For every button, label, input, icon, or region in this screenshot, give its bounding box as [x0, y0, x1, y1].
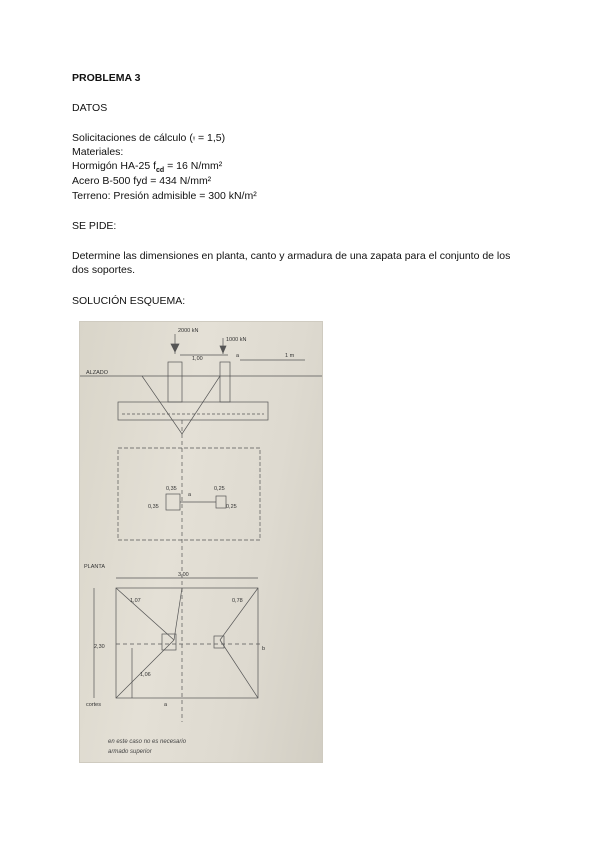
solicitaciones-text: Solicitaciones de cálculo ( [72, 132, 193, 144]
diag-2 [116, 640, 174, 698]
datos-materiales: Materiales: [72, 146, 124, 158]
solution-sketch-photo [80, 322, 322, 762]
label-a-mid: a [188, 492, 192, 498]
column-1-plan-upper [166, 494, 180, 510]
diag-1 [116, 588, 174, 640]
fcd-subscript: cd [156, 167, 165, 175]
dim-107-label: 1,07 [130, 598, 141, 604]
diag-4 [220, 588, 258, 640]
col1-left-dim: 0,35 [148, 504, 159, 510]
datos-terreno: Terreno: Presión admisible = 300 kN/m² [72, 190, 257, 202]
solution-sketch [80, 322, 322, 762]
strut-lines [142, 376, 220, 434]
diag-3 [174, 588, 182, 640]
load-arrowhead-1 [171, 344, 179, 352]
hormigon-value: = 16 N/mm² [164, 160, 223, 172]
cortes-label: cortes [86, 702, 101, 708]
col1-top-dim: 0,35 [166, 486, 177, 492]
load-arrowhead-2 [220, 346, 226, 353]
se-pide-heading: SE PIDE: [72, 220, 117, 232]
load-2-label: 1000 kN [226, 337, 247, 343]
column-2-plan-upper [216, 496, 226, 508]
datos-acero: Acero B-500 fyd = 434 N/mm² [72, 175, 212, 187]
solucion-heading: SOLUCIÓN ESQUEMA: [72, 295, 186, 307]
label-a-top: a [236, 353, 240, 359]
column-2-plan-lower [214, 636, 224, 648]
label-b: b [262, 646, 266, 652]
note-line-2: armado superior [108, 749, 152, 755]
col2-top-dim: 0,25 [214, 486, 225, 492]
label-a-bottom: a [164, 702, 168, 708]
dim-100-label: 1,00 [192, 356, 203, 362]
col2-right-dim: 0,25 [226, 504, 237, 510]
se-pide-text: Determine las dimensiones en planta, canto y armadura de una zapata para el conjunto de los dos soportes. [72, 250, 511, 276]
dim-230-label: 2,30 [94, 644, 105, 650]
solicitaciones-value: = 1,5) [195, 132, 226, 144]
alzado-label: ALZADO [86, 370, 109, 376]
dim-078-label: 0,78 [232, 598, 243, 604]
gamma-symbol: ᵞ [192, 136, 196, 143]
dim-106-label: 1,06 [140, 672, 151, 678]
planta-label: PLANTA [84, 564, 105, 570]
scale-label: 1 m [285, 353, 295, 359]
note-line-1: en este caso no es necesario [108, 739, 187, 745]
column-2-elevation [220, 362, 230, 402]
load-1-label: 2000 kN [178, 328, 199, 334]
column-1-plan-lower [162, 634, 176, 650]
footing-plan-lower [116, 588, 258, 698]
problem-title: PROBLEMA 3 [72, 72, 141, 84]
dim-300-label: 3,00 [178, 572, 189, 578]
column-1-elevation [168, 362, 182, 402]
diag-5 [220, 640, 258, 698]
hormigon-text: Hormigón HA-25 f [72, 160, 157, 172]
datos-heading: DATOS [72, 102, 108, 114]
